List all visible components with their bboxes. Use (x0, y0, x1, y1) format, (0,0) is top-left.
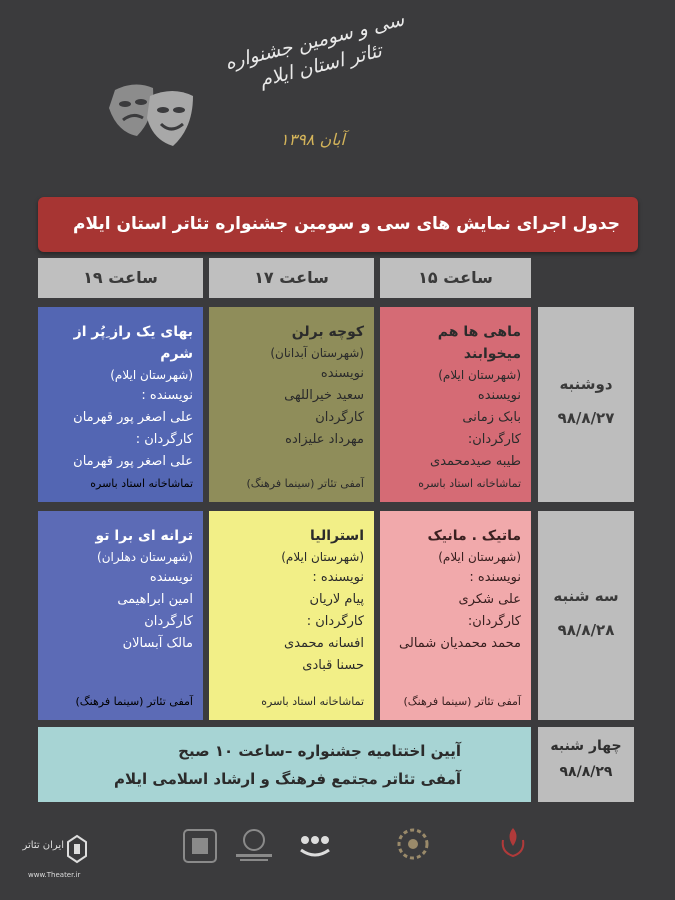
show-card-mon-19 (38, 307, 203, 502)
director-name: علی اصغر پور قهرمان (73, 454, 193, 469)
show-name: ماتیک . مانیک (427, 528, 521, 544)
show-card-tue-17 (209, 511, 374, 720)
show-city: (شهرستان ایلام) (438, 368, 521, 382)
day-name: دوشنبه (559, 375, 613, 393)
director-label: کارگردان: (467, 614, 521, 629)
show-name: ماهی ها هم میخوابند (437, 324, 521, 362)
day-name: چهار شنبه (550, 738, 622, 754)
sponsor-logo-1-icon (180, 826, 220, 866)
director-name: طیبه صیدمحمدی (430, 454, 521, 469)
show-name: بهای یک راز ِپُر از شرم (73, 324, 193, 362)
show-city: (شهرستان ایلام) (438, 550, 521, 564)
day-name: سه شنبه (553, 587, 619, 605)
day-date: ۹۸/۸/۲۹ (559, 764, 613, 780)
show-city: (شهرستان دهلران) (97, 550, 193, 564)
show-venue: آمفی تئاتر (سینما فرهنگ) (246, 477, 364, 490)
time-header-19: ساعت ۱۹ (38, 258, 203, 298)
director-label: کارگردان : (135, 432, 193, 447)
show-city: (شهرستان ایلام) (281, 550, 364, 564)
site-url: www.Theater.ir (28, 871, 81, 879)
show-card-mon-17 (209, 307, 374, 502)
show-card-tue-19 (38, 511, 203, 720)
director-name: مالک آبسالان (122, 636, 193, 651)
writer-name: بابک زمانی (462, 410, 521, 425)
show-venue: تماشاخانه استاد باسره (90, 477, 193, 490)
sponsor-logo-2-icon (228, 826, 280, 866)
closing-line-1: آیین اختتامیه جشنواره –ساعت ۱۰ صبح (178, 742, 461, 760)
director-label: کارگردان : (306, 614, 364, 629)
show-card-mon-15 (380, 307, 531, 502)
writer-name: سعید خیراللهی (284, 388, 364, 403)
day-date: ۹۸/۸/۲۷ (557, 409, 615, 427)
show-card-tue-15 (380, 511, 531, 720)
writer-name: امین ابراهیمی (117, 592, 193, 607)
director-name: مهرداد علیزاده (285, 432, 364, 447)
schedule-title: جدول اجرای نمایش های سی و سومین جشنواره تئاتر استان ایلام (72, 214, 620, 234)
show-name: کوچه برلن (291, 324, 364, 340)
closing-line-2: آمفی تئاتر مجتمع فرهنگ و ارشاد اسلامی ایلام (114, 770, 461, 788)
show-venue: آمفی تئاتر (سینما فرهنگ) (403, 695, 521, 708)
show-venue: تماشاخانه استاد باسره (261, 695, 364, 708)
show-city: (شهرستان آبدانان) (270, 346, 364, 360)
writer-name: علی اصغر پور قهرمان (73, 410, 193, 425)
director-label: کارگردان: (467, 432, 521, 447)
day-date: ۹۸/۸/۲۸ (557, 621, 615, 639)
theater-masks-icon (95, 78, 205, 158)
director-name: افسانه محمدی (284, 636, 364, 651)
festival-date: آبان ۱۳۹۸ (280, 130, 345, 149)
iran-theater-text: ایران تئاتر (22, 840, 64, 851)
show-name: ترانه ای برا تو (95, 528, 193, 544)
show-venue: آمفی تئاتر (سینما فرهنگ) (75, 695, 193, 708)
time-header-17: ساعت ۱۷ (209, 258, 374, 298)
director-label: کارگردان (144, 614, 193, 629)
director-name-2: حسنا قبادی (302, 658, 364, 673)
day-wednesday (538, 727, 634, 802)
closing-ceremony (38, 727, 531, 802)
day-monday (538, 307, 634, 502)
writer-name: علی شکری (458, 592, 521, 607)
show-venue: تماشاخانه استاد باسره (418, 477, 521, 490)
director-label: کارگردان (315, 410, 364, 425)
writer-label: نویسنده : (312, 570, 364, 585)
iran-emblem-icon (498, 826, 528, 862)
iran-theater-emblem-icon (66, 834, 88, 864)
writer-label: نویسنده : (141, 388, 193, 403)
show-name: استرالیا (309, 528, 364, 544)
day-tuesday (538, 511, 634, 720)
director-name: محمد محمدیان شمالی (399, 636, 521, 651)
writer-label: نویسنده (320, 366, 364, 381)
sponsor-logo-4-icon (395, 826, 431, 862)
writer-name: پیام لاریان (309, 592, 364, 607)
sponsor-logo-3-icon (295, 828, 335, 862)
time-header-15: ساعت ۱۵ (380, 258, 531, 298)
writer-label: نویسنده (477, 388, 521, 403)
writer-label: نویسنده : (469, 570, 521, 585)
festival-title: سی و سومین جشنواره تئاتر استان ایلام (222, 8, 407, 92)
writer-label: نویسنده (149, 570, 193, 585)
show-city: (شهرستان ایلام) (110, 368, 193, 382)
